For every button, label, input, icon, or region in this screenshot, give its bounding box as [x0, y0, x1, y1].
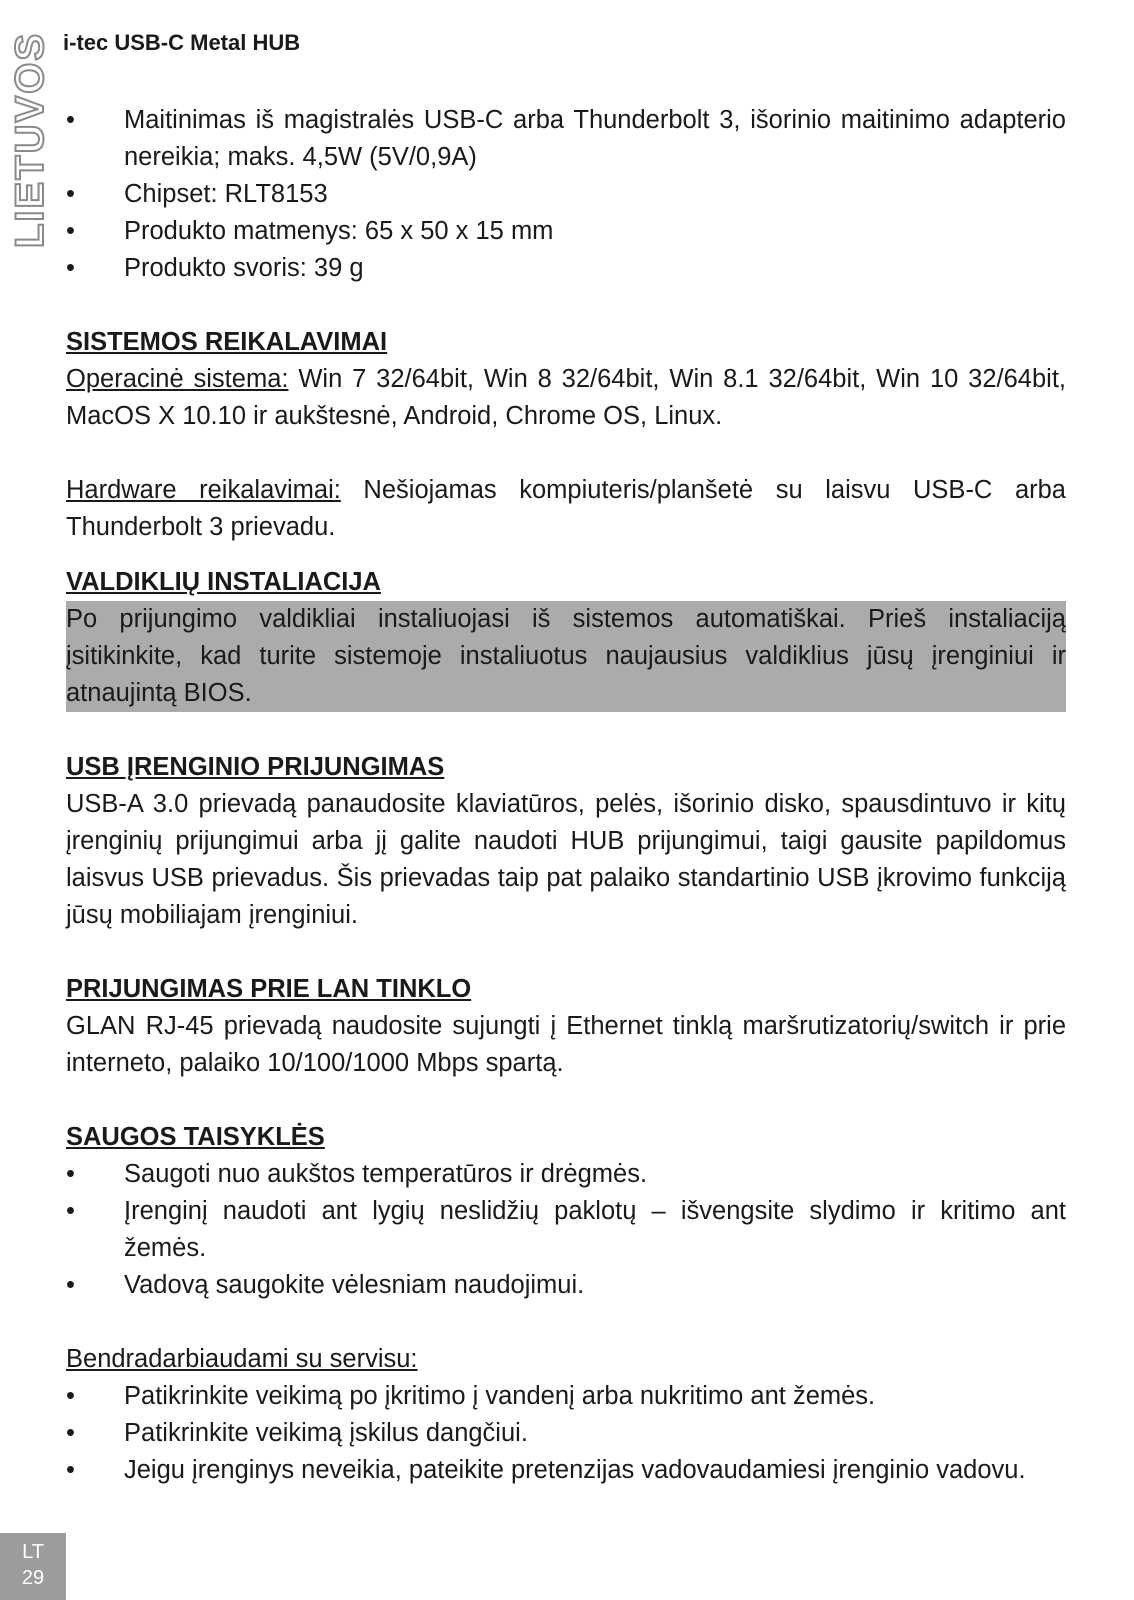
- section-title-safety: SAUGOS TAISYKLĖS: [66, 1123, 325, 1151]
- drivers-paragraph: Po prijungimo valdikliai instaliuojasi iš sistemos automatiškai. Prieš instaliaciją įsitikinkite, kad turite sistemoje instaliuotus naujausius valdiklius jūsų įrenginiui ir atnaujintą BIOS.: [66, 601, 1066, 712]
- section-title-drivers: VALDIKLIŲ INSTALIACIJA: [66, 568, 381, 596]
- list-item: • Chipset: RLT8153: [66, 176, 1066, 213]
- list-item: • Produkto svoris: 39 g: [66, 250, 1066, 287]
- list-item: • Vadovą saugokite vėlesniam naudojimui.: [66, 1267, 1066, 1304]
- list-item: • Produkto matmenys: 65 x 50 x 15 mm: [66, 213, 1066, 250]
- section-title-system: SISTEMOS REIKALAVIMAI: [66, 328, 388, 356]
- list-item: • Maitinimas iš magistralės USB-C arba Thunderbolt 3, išorinio maitinimo adapterio nereikia; maks. 4,5W (5V/0,9A): [66, 102, 1066, 176]
- section-title-usb: USB ĮRENGINIO PRIJUNGIMAS: [66, 753, 445, 781]
- hw-paragraph: [66, 472, 1066, 546]
- specs-list: [66, 102, 1066, 287]
- usb-paragraph: USB-A 3.0 prievadą panaudosite klaviatūros, pelės, išorinio disko, spausdintuvo ir kitų įrenginių prijungimui arba jį galite naudoti HUB prijungimui, taigi gausite papildomus laisvus USB prievadus. Šis prievadas taip pat palaiko standartinio USB įkrovimo funkciją jūsų mobiliajam įrenginiui.: [66, 790, 1066, 929]
- service-list: [66, 1378, 1066, 1489]
- os-text: Win 7 32/64bit, Win 8 32/64bit, Win 8.1 32/64bit, Win 10 32/64bit, MacOS X 10.10 ir aukštesnė, Android, Chrome OS, Linux.: [66, 365, 1066, 430]
- document-header: i-tec USB-C Metal HUB: [63, 30, 301, 55]
- lan-paragraph: GLAN RJ-45 prievadą naudosite sujungti į Ethernet tinklą maršrutizatorių/switch ir prie interneto, palaiko 10/100/1000 Mbps spartą.: [66, 1012, 1066, 1077]
- os-paragraph: [66, 361, 1066, 435]
- page-content: [66, 102, 1066, 1489]
- hw-label: Hardware reikalavimai:: [66, 476, 341, 504]
- page-number: 29: [21, 1567, 45, 1589]
- hw-text: Nešiojamas kompiuteris/planšetė su laisvu USB-C arba Thunderbolt 3 prievadu.: [66, 476, 1066, 541]
- safety-list: [66, 1156, 1066, 1304]
- list-item: • Jeigu įrenginys neveikia, pateikite pretenzijas vadovaudamiesi įrenginio vadovu.: [66, 1452, 1066, 1489]
- language-side-tab: LIETUVOS: [8, 31, 52, 248]
- os-label: Operacinė sistema:: [66, 365, 289, 393]
- list-item: • Patikrinkite veikimą po įkritimo į vandenį arba nukritimo ant žemės.: [66, 1378, 1066, 1415]
- page-lang-code: LT: [22, 1541, 44, 1563]
- list-item: • Saugoti nuo aukštos temperatūros ir drėgmės.: [66, 1156, 1066, 1193]
- page-number-badge: [0, 1533, 66, 1600]
- section-title-lan: PRIJUNGIMAS PRIE LAN TINKLO: [66, 975, 472, 1003]
- list-item: • Patikrinkite veikimą įskilus dangčiui.: [66, 1415, 1066, 1452]
- service-title: Bendradarbiaudami su servisu:: [66, 1345, 418, 1373]
- list-item: • Įrenginį naudoti ant lygių neslidžių paklotų – išvengsite slydimo ir kritimo ant žemės.: [66, 1193, 1066, 1267]
